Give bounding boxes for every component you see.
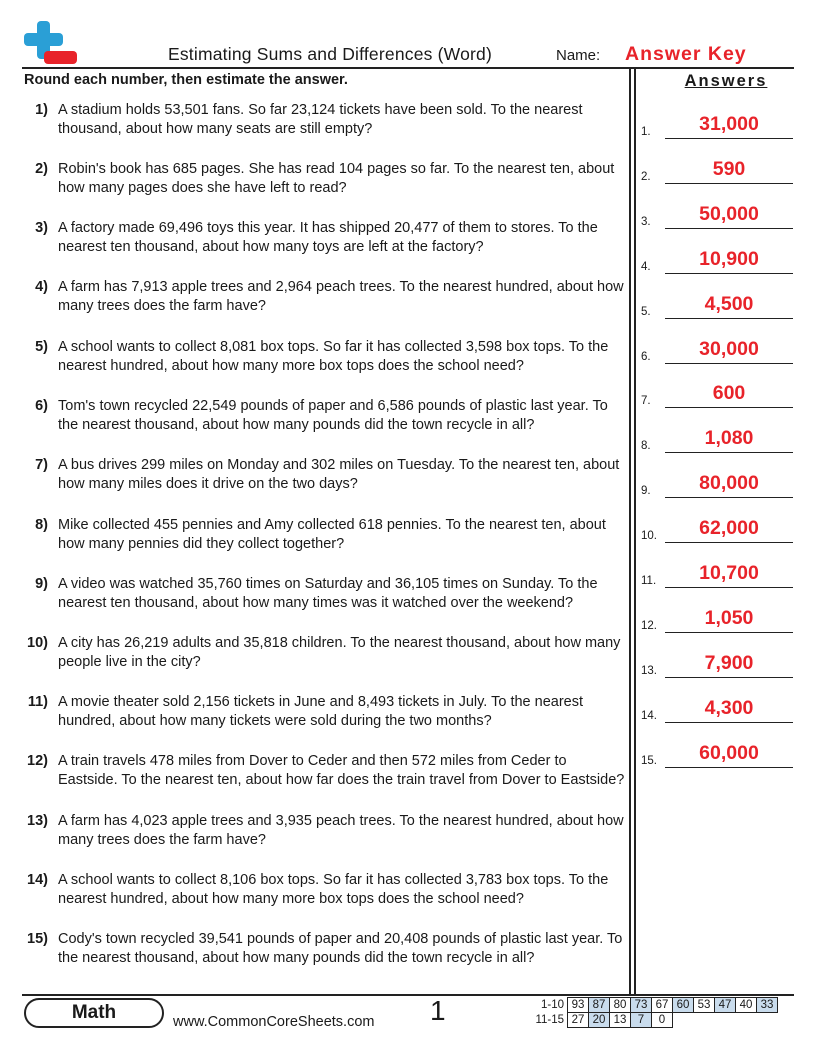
answer-number: 6. — [641, 350, 651, 363]
question-text: A train travels 478 miles from Dover to Ceder and then 572 miles from Ceder to Eastside. To the nearest ten, about how far does the train travel from Dover to Eastside? — [58, 753, 625, 788]
score-row — [520, 1013, 778, 1028]
question-item — [18, 930, 630, 967]
answer-row — [641, 382, 793, 408]
answer-number: 9. — [641, 485, 651, 498]
answer-number: 4. — [641, 260, 651, 273]
question-item — [18, 338, 630, 375]
page-number: 1 — [430, 995, 446, 1026]
answer-value: 10,900 — [699, 247, 759, 270]
question-number: 3) — [35, 220, 48, 236]
answer-value: 1,080 — [704, 427, 754, 450]
question-text: A video was watched 35,760 times on Saturday and 36,105 times on Sunday. To the nearest ten thousand, about how many times was it watched over the weekend? — [58, 576, 598, 611]
score-table — [520, 997, 778, 1028]
question-item — [18, 752, 630, 789]
answer-row — [641, 338, 793, 364]
question-item — [18, 812, 630, 849]
score-cell: 20 — [589, 1013, 610, 1028]
score-cell-empty — [715, 1013, 736, 1028]
answer-number: 15. — [641, 754, 657, 767]
answer-row — [641, 562, 793, 588]
score-range: 11-15 — [535, 1014, 564, 1026]
answer-number: 5. — [641, 305, 651, 318]
question-number: 4) — [35, 279, 48, 295]
score-cell: 40 — [736, 998, 757, 1013]
name-label: Name: — [556, 47, 601, 64]
score-cell: 27 — [568, 1013, 589, 1028]
question-text: Mike collected 455 pennies and Amy collected 618 pennies. To the nearest ten, about how many pennies did they collect together? — [58, 517, 606, 552]
answer-value: 4,300 — [704, 696, 754, 719]
score-cell: 60 — [673, 998, 694, 1013]
question-text: A bus drives 299 miles on Monday and 302 miles on Tuesday. To the nearest ten, about how many miles does it drive on the two days? — [58, 457, 620, 492]
score-cell: 7 — [631, 1013, 652, 1028]
question-number: 14) — [27, 872, 48, 888]
answer-value: 30,000 — [699, 337, 759, 360]
footer-divider — [22, 994, 794, 996]
score-cell: 33 — [757, 998, 778, 1013]
question-item — [18, 397, 630, 434]
answer-number: 12. — [641, 619, 657, 632]
question-text: Cody's town recycled 39,541 pounds of paper and 20,408 pounds of plastic last year. To the nearest thousand, about how many pounds did the town recycle in all? — [58, 931, 623, 966]
question-item — [18, 871, 630, 908]
answer-line — [665, 273, 793, 274]
answer-number: 1. — [641, 126, 651, 138]
score-cell: 53 — [694, 998, 715, 1013]
question-text: A farm has 4,023 apple trees and 3,935 peach trees. To the nearest hundred, about how many trees does the farm have? — [58, 813, 624, 848]
answer-line — [665, 407, 793, 408]
question-text: A stadium holds 53,501 fans. So far 23,124 tickets have been sold. To the nearest thousand, about how many seats are still empty? — [58, 102, 583, 137]
answer-line — [665, 542, 793, 543]
question-item — [18, 160, 630, 197]
question-number: 2) — [35, 161, 48, 177]
answer-row — [641, 427, 793, 453]
answer-value: 31,000 — [699, 113, 759, 135]
question-number: 1) — [35, 102, 48, 118]
answer-value: 7,900 — [704, 651, 754, 674]
answer-number: 10. — [641, 530, 657, 543]
answer-line — [665, 183, 793, 184]
score-cell-empty — [757, 1013, 778, 1028]
answer-row — [641, 697, 793, 723]
answer-number: 11. — [641, 575, 657, 587]
answer-line — [665, 587, 793, 588]
score-row — [520, 998, 778, 1013]
answer-line — [665, 452, 793, 453]
answer-value: 10,700 — [699, 562, 759, 584]
score-cell: 67 — [652, 998, 673, 1013]
answer-row — [641, 293, 793, 319]
question-text: A school wants to collect 8,081 box tops. So far it has collected 3,598 box tops. To the nearest hundred, about how many more box tops does the school need? — [58, 339, 609, 374]
answer-row — [641, 203, 793, 229]
answer-line — [665, 722, 793, 723]
question-number: 15) — [27, 931, 48, 947]
answer-row — [641, 158, 793, 184]
score-cell: 13 — [610, 1013, 631, 1028]
question-text: A movie theater sold 2,156 tickets in June and 8,493 tickets in July. To the nearest hundred, about how many tickets were sold during the two months? — [58, 694, 583, 729]
question-number: 12) — [27, 753, 48, 769]
answers-heading: Answers — [684, 72, 768, 90]
question-number: 13) — [27, 813, 48, 829]
answer-line — [665, 497, 793, 498]
column-divider-right — [634, 68, 636, 994]
answer-line — [665, 363, 793, 364]
score-cell-empty — [694, 1013, 715, 1028]
answer-value: 60,000 — [699, 741, 759, 764]
question-number: 7) — [35, 457, 48, 473]
answer-line — [665, 632, 793, 633]
question-text: A school wants to collect 8,106 box tops. So far it has collected 3,783 box tops. To the nearest hundred, about how many more box tops does the school need? — [58, 872, 609, 907]
answer-line — [665, 228, 793, 229]
answer-number: 13. — [641, 664, 657, 677]
answer-line — [665, 677, 793, 678]
score-cell: 93 — [568, 998, 589, 1013]
answer-number: 8. — [641, 440, 651, 453]
question-number: 8) — [35, 517, 48, 533]
answer-line — [665, 318, 793, 319]
answer-line — [665, 767, 793, 768]
question-number: 10) — [27, 635, 48, 651]
score-cell: 47 — [715, 998, 736, 1013]
answer-row — [641, 607, 793, 633]
score-cell: 80 — [610, 998, 631, 1013]
question-number: 5) — [35, 339, 48, 355]
question-item — [18, 575, 630, 612]
score-cell-empty — [736, 1013, 757, 1028]
question-text: A city has 26,219 adults and 35,818 children. To the nearest thousand, about how many people live in the city? — [58, 635, 621, 670]
score-cell: 87 — [589, 998, 610, 1013]
answer-line — [665, 138, 793, 139]
answer-number: 3. — [641, 215, 651, 228]
answer-row — [641, 113, 793, 139]
question-text: A factory made 69,496 toys this year. It has shipped 20,477 of them to stores. To the nearest ten thousand, about how many toys are left at the factory? — [58, 220, 598, 255]
answer-value: 80,000 — [699, 472, 759, 495]
answer-value: 1,050 — [704, 606, 754, 629]
answer-row — [641, 517, 793, 543]
question-item — [18, 516, 630, 553]
answer-value: 62,000 — [699, 517, 759, 540]
question-item — [18, 101, 630, 138]
question-text: Tom's town recycled 22,549 pounds of paper and 6,586 pounds of plastic last year. To the nearest thousand, about how many pounds did the town recycle in all? — [58, 398, 608, 433]
question-text: Robin's book has 685 pages. She has read 104 pages so far. To the nearest ten, about how many pages does she have left to read? — [58, 161, 615, 196]
answer-row — [641, 248, 793, 274]
answer-value: 590 — [712, 157, 746, 180]
worksheet-title: Estimating Sums and Differences (Word) — [167, 44, 493, 64]
question-item — [18, 456, 630, 493]
question-item — [18, 278, 630, 315]
answer-value: 50,000 — [699, 202, 759, 225]
question-item — [18, 634, 630, 671]
question-number: 6) — [35, 398, 48, 414]
score-range: 1-10 — [540, 999, 564, 1011]
name-value: Answer Key — [625, 43, 747, 65]
subject-badge: Math — [24, 998, 164, 1028]
instructions: Round each number, then estimate the answer. — [24, 72, 348, 88]
question-item — [18, 219, 630, 256]
header-divider — [22, 67, 794, 69]
answer-row — [641, 742, 793, 768]
footer-url: www.CommonCoreSheets.com — [173, 1014, 375, 1030]
question-text: A farm has 7,913 apple trees and 2,964 peach trees. To the nearest hundred, about how many trees does the farm have? — [58, 279, 624, 314]
answer-number: 14. — [641, 709, 657, 722]
answer-number: 7. — [641, 395, 651, 408]
answer-row — [641, 652, 793, 678]
score-cell-empty — [673, 1013, 694, 1028]
score-cell: 0 — [652, 1013, 673, 1028]
question-item — [18, 693, 630, 730]
question-number: 9) — [35, 576, 48, 592]
answer-value: 600 — [712, 382, 746, 405]
question-number: 11) — [27, 694, 48, 710]
answer-value: 4,500 — [704, 292, 754, 315]
answer-row — [641, 472, 793, 498]
score-cell: 73 — [631, 998, 652, 1013]
answer-number: 2. — [641, 170, 651, 183]
